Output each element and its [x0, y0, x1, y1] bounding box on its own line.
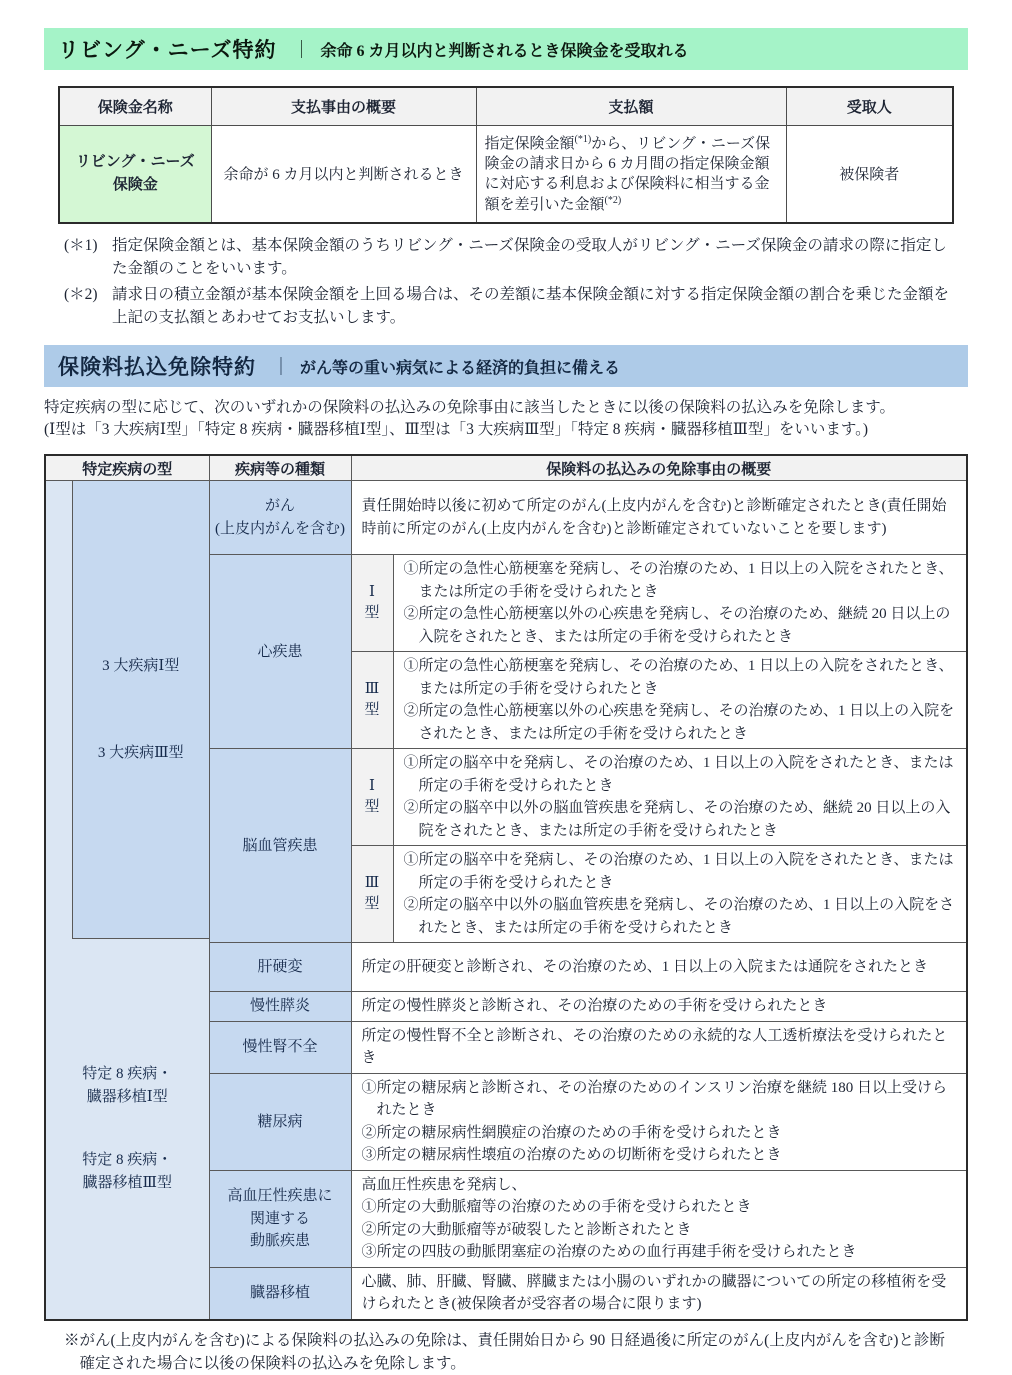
type-cell-brain-1 — [351, 749, 393, 846]
type-roman: Ⅲ — [364, 681, 380, 698]
type-label-specified8-3-line2: 臓器移植Ⅲ型 — [82, 1175, 172, 1192]
benefit-name-cell — [59, 125, 211, 223]
type-roman: Ⅰ — [369, 584, 375, 601]
section1-title: リビング・ニーズ特約 — [58, 38, 277, 62]
footnote-1-marker: (＊1) — [64, 237, 98, 254]
col-header-exemption-overview: 保険料の払込みの免除事由の概要 — [351, 455, 967, 481]
disease-type-layout — [46, 481, 209, 1319]
exemption-item: ①所定の急性心筋梗塞を発病し、その治療のため、1 日以上の入院をされたとき、または所定の手術を受けられたとき — [403, 561, 954, 600]
exemption-item: ②所定の脳卒中以外の脳血管疾患を発病し、その治療のため、1 日以上の入院をされたとき、または所定の手術を受けられたとき — [403, 897, 955, 936]
section2-intro — [44, 397, 968, 442]
intro-line2: (Ⅰ型は「3 大疾病Ⅰ型」「特定 8 疾病・臓器移植Ⅰ型」、Ⅲ型は「3 大疾病Ⅲ型」「特定 8 疾病・臓器移植Ⅲ型」をいいます。) — [44, 421, 869, 439]
type-label-specified8-1-line2: 臓器移植Ⅰ型 — [86, 1088, 168, 1105]
type-roman: Ⅲ — [364, 875, 380, 892]
three-major-disease-box — [72, 481, 209, 939]
desc-liver: 所定の肝硬変と診断され、その治療のため、1 日以上の入院または通院をされたとき — [351, 943, 967, 992]
col-header-payment-reason: 支払事由の概要 — [211, 87, 476, 125]
disease-artery-line2: 関連する — [249, 1210, 310, 1227]
type-label-3major-3: 3 大疾病Ⅲ型 — [97, 744, 184, 761]
table-header-row — [59, 87, 953, 125]
desc-cancer: 責任開始時以後に初めて所定のがん(上皮内がんを含む)と診断確定されたとき(責任開始時前に所定のがん(上皮内がんを含む)と診断確定されていないことを要します) — [351, 481, 967, 555]
disease-artery-line1: 高血圧性疾患に — [227, 1188, 333, 1205]
col-header-disease-type: 特定疾病の型 — [45, 455, 209, 481]
amount-text-2: から、リビング・ニーズ保険金の請求日から 6 カ月間の指定保険金額に対応する利息および保険料に相当する金額を差引いた金額 — [484, 135, 771, 213]
payment-reason-cell: 余命が 6 カ月以内と判断されるとき — [211, 125, 476, 223]
exemption-item: ②所定の大動脈瘤等が破裂したと診断されたとき — [361, 1221, 692, 1238]
exemption-item: ①所定の糖尿病と診断され、その治療のためのインスリン治療を継続 180 日以上受けられたとき — [361, 1079, 947, 1119]
disease-cell-cancer — [209, 481, 351, 555]
exemption-item: ①所定の脳卒中を発病し、その治療のため、1 日以上の入院をされたとき、または所定の手術を受けられたとき — [403, 755, 954, 794]
table-header-row — [45, 455, 967, 481]
footnote-2 — [64, 283, 950, 330]
col-header-disease-kind: 疾病等の種類 — [209, 455, 351, 481]
type-roman: Ⅰ — [369, 778, 375, 795]
desc-pancreas: 所定の慢性膵炎と診断され、その治療のための手術を受けられたとき — [351, 992, 967, 1022]
exemption-item: ①所定の急性心筋梗塞を発病し、その治療のため、1 日以上の入院をされたとき、または所定の手術を受けられたとき — [403, 658, 954, 697]
disease-cell-kidney: 慢性腎不全 — [209, 1021, 351, 1073]
specified8-labels — [46, 939, 209, 1319]
exemption-item: ①所定の脳卒中を発病し、その治療のため、1 日以上の入院をされたとき、または所定の手術を受けられたとき — [403, 852, 954, 891]
desc-transplant: 心臓、肺、肝臓、腎臓、膵臓または小腸のいずれかの臓器についての所定の移植術を受けられたとき(被保険者が受容者の場合に限ります) — [351, 1267, 967, 1320]
desc-heart-type1 — [393, 555, 967, 652]
intro-line1: 特定疾病の型に応じて、次のいずれかの保険料の払込みの免除事由に該当したときに以後の保険料の払込みを免除します。 — [44, 399, 895, 416]
desc-brain-type3 — [393, 846, 967, 943]
type-cell-heart-3 — [351, 652, 393, 749]
table-row — [59, 125, 953, 223]
footnote-1-text: 指定保険金額とは、基本保険金額のうちリビング・ニーズ保険金の受取人がリビング・ニーズ保険金の請求の際に指定した金額のことをいいます。 — [112, 237, 947, 278]
disease-cell-brain: 脳血管疾患 — [209, 749, 351, 943]
col-header-beneficiary: 受取人 — [786, 87, 953, 125]
exemption-item: ②所定の糖尿病性網膜症の治療のための手術を受けられたとき — [361, 1124, 782, 1141]
row-cancer — [45, 481, 967, 555]
disease-artery-line3: 動脈疾患 — [249, 1233, 310, 1250]
type-kanji: 型 — [364, 896, 380, 913]
desc-kidney: 所定の慢性腎不全と診断され、その治療のための永続的な人工透析療法を受けられたとき — [351, 1021, 967, 1073]
footnote-2-marker: (＊2) — [64, 285, 98, 303]
artery-intro: 高血圧性疾患を発病し、 — [361, 1176, 527, 1193]
type-label-specified8-1 — [82, 1063, 172, 1110]
desc-heart-type3 — [393, 652, 967, 749]
disease-cancer-line1: がん — [264, 498, 295, 515]
exemption-item: ②所定の脳卒中以外の脳血管疾患を発病し、その治療のため、継続 20 日以上の入院をされたとき、または所定の手術を受けられたとき — [403, 800, 951, 839]
type-cell-brain-3 — [351, 846, 393, 943]
premium-waiver-banner — [44, 345, 968, 387]
section2-title: 保険料払込免除特約 — [58, 355, 256, 379]
disease-cancer-line2: (上皮内がんを含む) — [215, 520, 345, 537]
type-kanji: 型 — [364, 702, 380, 719]
exemption-item: ③所定の糖尿病性壊疽の治療のための切断術を受けられたとき — [361, 1147, 782, 1164]
disease-cell-transplant: 臓器移植 — [209, 1267, 351, 1320]
col-header-benefit-name: 保険金名称 — [59, 87, 211, 125]
exemption-item: ③所定の四肢の動脈閉塞症の治療のための血行再建手術を受けられたとき — [361, 1244, 857, 1261]
living-needs-table — [58, 86, 954, 224]
section1-subtitle: 余命 6 カ月以内と判断されるとき保険金を受取れる — [320, 42, 689, 60]
type-label-3major-1: 3 大疾病Ⅰ型 — [102, 657, 180, 674]
benefit-name-line2: 保険金 — [112, 176, 158, 193]
exemption-table — [44, 454, 968, 1321]
type-kanji: 型 — [364, 605, 380, 622]
exemption-item: ②所定の急性心筋梗塞以外の心疾患を発病し、その治療のため、継続 20 日以上の入院をされたとき、または所定の手術を受けられたとき — [403, 606, 951, 645]
type-label-specified8-1-line1: 特定 8 疾病・ — [82, 1065, 173, 1082]
type-label-specified8-3 — [82, 1149, 172, 1196]
exemption-item: ②所定の急性心筋梗塞以外の心疾患を発病し、その治療のため、1 日以上の入院をされたとき、または所定の手術を受けられたとき — [403, 703, 955, 742]
amount-text-1: 指定保険金額 — [484, 135, 575, 152]
banner-separator: ｜ — [292, 40, 311, 60]
desc-artery — [351, 1170, 967, 1267]
living-needs-banner — [44, 28, 968, 70]
disease-cell-artery — [209, 1170, 351, 1267]
desc-brain-type1 — [393, 749, 967, 846]
disease-cell-liver: 肝硬変 — [209, 943, 351, 992]
cancer-waiver-footnote: ※がん(上皮内がんを含む)による保険料の払込みの免除は、責任開始日から 90 日経過後に所定のがん(上皮内がんを含む)と診断確定された場合に以後の保険料の払込みを免除します。 — [64, 1331, 945, 1373]
col-header-payment-amount: 支払額 — [476, 87, 786, 125]
type-cell-heart-1 — [351, 555, 393, 652]
benefit-name-line1: リビング・ニーズ — [75, 154, 195, 171]
disease-cell-pancreas: 慢性膵炎 — [209, 992, 351, 1022]
exemption-item: ①所定の大動脈瘤等の治療のための手術を受けられたとき — [361, 1199, 752, 1216]
footnote-1 — [64, 234, 950, 281]
disease-cell-heart: 心疾患 — [209, 555, 351, 749]
section2-subtitle: がん等の重い病気による経済的負担に備える — [300, 359, 621, 377]
type-kanji: 型 — [364, 799, 380, 816]
footnotes — [64, 234, 950, 329]
banner-separator: ｜ — [272, 357, 290, 377]
payment-amount-cell — [476, 125, 786, 223]
desc-diabetes — [351, 1073, 967, 1170]
footnote-2-text: 請求日の積立金額が基本保険金額を上回る場合は、その差額に基本保険金額に対する指定保険金額の割合を乗じた金額を上記の支払額とあわせてお支払いします。 — [112, 285, 950, 326]
amount-footnote-ref-1: (*1) — [574, 133, 592, 145]
disease-cell-diabetes: 糖尿病 — [209, 1073, 351, 1170]
beneficiary-cell: 被保険者 — [786, 125, 953, 223]
amount-footnote-ref-2: (*2) — [604, 194, 622, 206]
disease-type-column — [45, 481, 209, 1320]
type-label-specified8-3-line1: 特定 8 疾病・ — [82, 1152, 173, 1169]
